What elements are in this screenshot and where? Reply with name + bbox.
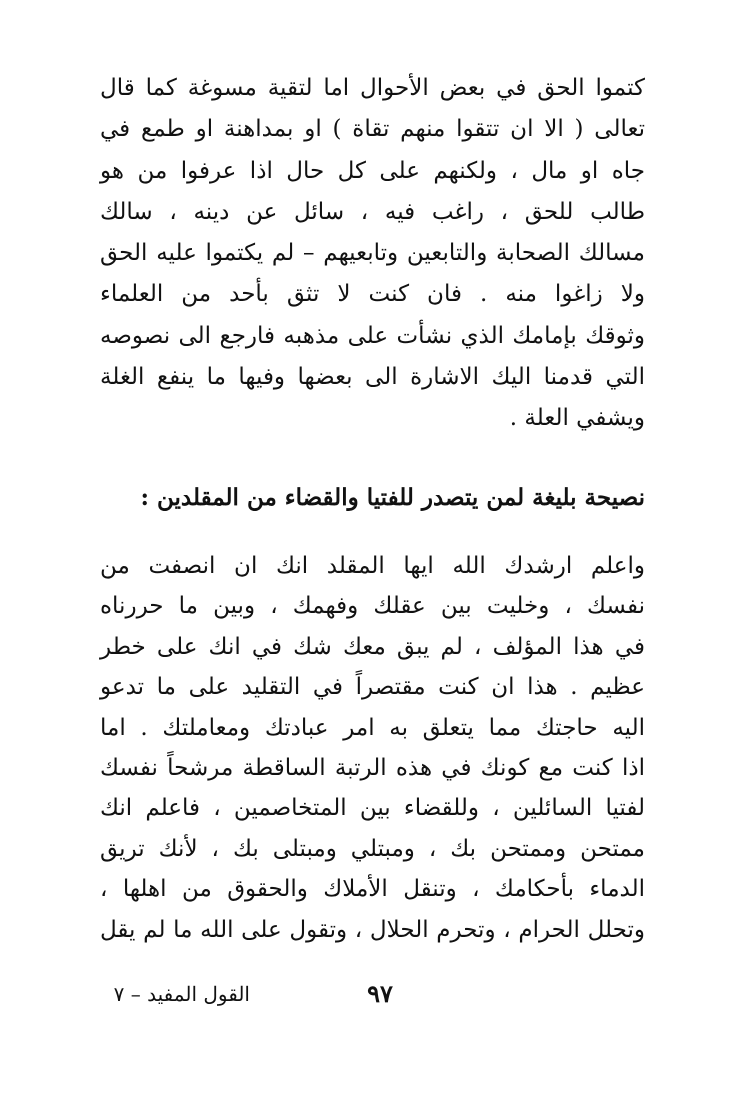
section-heading: نصيحة بليغة لمن يتصدر للفتيا والقضاء من المقلدين : <box>140 484 645 511</box>
text-line: كتموا الحق في بعض الأحوال اما لتقية مسوغة كما قال <box>100 75 645 101</box>
text-line: نفسك ، وخليت بين عقلك وفهمك ، وبين ما حررناه <box>100 593 645 620</box>
text-line: اليه حاجتك مما يتعلق به امر عبادتك ومعاملتك . اما <box>100 714 645 741</box>
text-line: مسالك الصحابة والتابعين وتابعيهم – لم يكتموا عليه الحق <box>100 240 645 267</box>
text-line: ممتحن وممتحن بك ، ومبتلي ومبتلى بك ، لأنك تريق <box>100 835 645 862</box>
text-line: ويشفي العلة . <box>509 405 645 432</box>
text-line: ولا زاغوا منه . فان كنت لا تثق بأحد من العلماء <box>100 281 645 308</box>
text-line: التي قدمنا اليك الاشارة الى بعضها وفيها ما ينفع الغلة <box>100 364 645 391</box>
text-line: وتحلل الحرام ، وتحرم الحلال ، وتقول على الله ما لم يقل <box>100 916 645 943</box>
paragraph-1 <box>100 68 645 440</box>
text-line: في هذا المؤلف ، لم يبق معك شك في انك على خطر <box>100 633 645 660</box>
text-line: لفتيا السائلين ، وللقضاء بين المتخاصمين ، فاعلم انك <box>100 795 645 822</box>
text-line: وثوقك بإمامك الذي نشأت على مذهبه فارجع الى نصوصه <box>100 322 645 349</box>
text-line: واعلم ارشدك الله ايها المقلد انك ان انصفت من <box>100 553 645 579</box>
page-number: ٩٧ <box>367 979 393 1008</box>
running-footer-title: القول المفيد – ٧ <box>113 982 250 1006</box>
text-line: اذا كنت مع كونك في هذه الرتبة الساقطة مرشحاً نفسك <box>100 754 645 781</box>
text-line: طالب للحق ، راغب فيه ، سائل عن دينه ، سالك <box>100 198 645 225</box>
paragraph-2 <box>100 546 645 950</box>
text-line: تعالى ( الا ان تتقوا منهم تقاة ) او بمداهنة او طمع في <box>100 116 645 143</box>
text-line: عظيم . هذا ان كنت مقتصراً في التقليد على ما تدعو <box>100 674 645 701</box>
text-line: جاه او مال ، ولكنهم على كل حال اذا عرفوا من هو <box>100 157 645 184</box>
text-line: الدماء بأحكامك ، وتنقل الأملاك والحقوق من اهلها ، <box>100 876 645 903</box>
